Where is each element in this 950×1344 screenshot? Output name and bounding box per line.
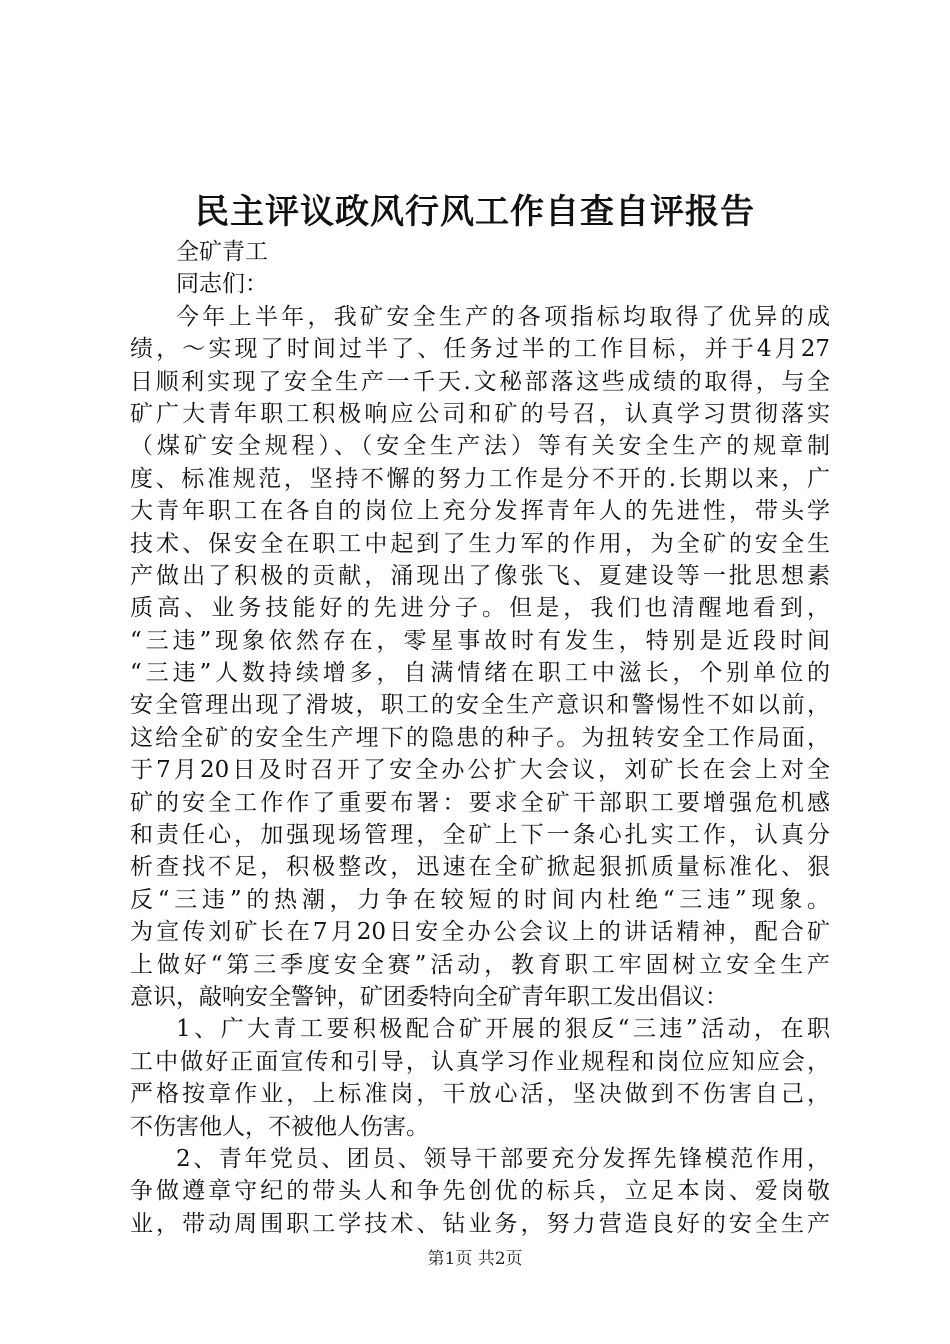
body-line: 业，带动周围职工学技术、钻业务，努力营造良好的安全生产 — [130, 1210, 830, 1237]
body-line: 上做好“第三季度安全赛”活动，教育职工牢固树立安全生产 — [130, 951, 830, 978]
body-line: 于7月20日及时召开了安全办公扩大会议，刘矿长在会上对全 — [130, 757, 830, 784]
body-line: 技术、保安全在职工中起到了生力军的作用，为全矿的安全生 — [130, 530, 830, 557]
body-line: 这给全矿的安全生产埋下的隐患的种子。为扭转安全工作局面， — [130, 724, 830, 751]
body-line: 严格按章作业，上标准岗，干放心活，坚决做到不伤害自己， — [130, 1081, 830, 1108]
body-line: 2、青年党员、团员、领导干部要充分发挥先锋模范作用， — [176, 1145, 830, 1172]
body-line: 大青年职工在各自的岗位上充分发挥青年人的先进性，带头学 — [130, 498, 830, 525]
body-line: 工中做好正面宣传和引导，认真学习作业规程和岗位应知应会， — [130, 1048, 830, 1075]
body-line: 日顺利实现了安全生产一千天.文秘部落这些成绩的取得，与全 — [130, 368, 830, 395]
body-line: 析查找不足，积极整改，迅速在全矿掀起狠抓质量标准化、狠 — [130, 854, 830, 881]
body-line: 为宣传刘矿长在7月20日安全办公会议上的讲话精神，配合矿 — [130, 919, 830, 946]
body-line: 矿的安全工作作了重要布署：要求全矿干部职工要增强危机感 — [130, 789, 830, 816]
body-line: 全矿青工 — [176, 239, 268, 265]
page-number: 第1页 共2页 — [427, 1249, 523, 1269]
body-line: 和责任心，加强现场管理，全矿上下一条心扎实工作，认真分 — [130, 822, 830, 849]
body-line: 1、广大青工要积极配合矿开展的狠反“三违”活动，在职 — [176, 1016, 830, 1043]
body-line: 今年上半年，我矿安全生产的各项指标均取得了优异的成 — [176, 303, 830, 330]
body-line: 度、标准规范，坚持不懈的努力工作是分不开的.长期以来，广 — [130, 465, 830, 492]
body-line: 安全管理出现了滑坡，职工的安全生产意识和警惕性不如以前， — [130, 692, 830, 719]
body-line: 不伤害他人，不被他人伤害。 — [130, 1113, 429, 1140]
body-line: 绩，～实现了时间过半了、任务过半的工作目标，并于4月27 — [130, 336, 830, 363]
body-line: 同志们： — [176, 271, 268, 298]
body-line: 争做遵章守纪的带头人和争先创优的标兵，立足本岗、爱岗敬 — [130, 1178, 830, 1205]
body-line: “三违”现象依然存在，零星事故时有发生，特别是近段时间 — [130, 627, 830, 654]
body-line: 产做出了积极的贡献，涌现出了像张飞、夏建设等一批思想素 — [130, 562, 830, 589]
body-line: 质高、业务技能好的先进分子。但是，我们也清醒地看到， — [130, 595, 830, 622]
body-line: “三违”人数持续增多，自满情绪在职工中滋长，个别单位的 — [130, 660, 830, 687]
body-line: 反“三违”的热潮，力争在较短的时间内杜绝“三违”现象。 — [130, 886, 830, 913]
body-line: 矿广大青年职工积极响应公司和矿的号召，认真学习贯彻落实 — [130, 400, 830, 427]
body-line: 意识，敲响安全警钟，矿团委特向全矿青年职工发出倡议： — [130, 983, 728, 1010]
document-title: 民主评议政风行风工作自查自评报告 — [195, 192, 755, 232]
body-line: （煤矿安全规程）、（安全生产法）等有关安全生产的规章制 — [130, 433, 830, 460]
document-body — [130, 236, 830, 1240]
